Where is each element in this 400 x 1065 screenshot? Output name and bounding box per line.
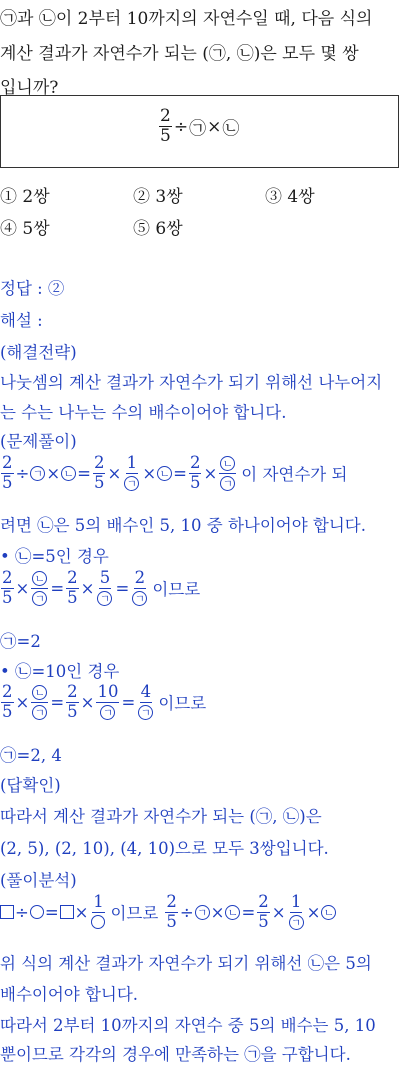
circled-a: ㉠	[189, 119, 207, 140]
check-title: (답확인)	[0, 776, 61, 795]
equation-1: $\frac{2}{5}$ ÷ ㄱ × ㄴ = $\frac{2}{5}$ × $\frac{1}{\text{ㄱ}}$ × ㄴ = $\frac{2}{5}$ × $\frac{\text{ㄴ}}{\text{ㄱ}}$ 이 자연수가 되	[2, 453, 348, 492]
condition-line: 려면 ㉡은 5의 배수인 5, 10 중 하나이어야 합니다.	[0, 516, 366, 535]
analysis-line-1: 위 식의 계산 결과가 자연수가 되기 위해선 ㉡은 5의	[0, 954, 372, 973]
circle-icon	[91, 915, 105, 929]
case-2-result: ㉠=2, 4	[0, 746, 62, 765]
check-line-2: (2, 5), (2, 10), (4, 10)으로 모두 3쌍입니다.	[0, 839, 329, 858]
strategy-line-2: 는 수는 나누는 수의 배수이어야 합니다.	[0, 403, 287, 422]
explanation-label: 해설 :	[0, 311, 43, 330]
choice-2[interactable]: ② 3쌍	[133, 187, 183, 207]
fraction-2-5: $\frac{2}{5}$	[160, 106, 171, 147]
analysis-line-3: 따라서 2부터 10까지의 자연수 중 5의 배수는 5, 10	[0, 1016, 376, 1035]
choice-4[interactable]: ④ 5쌍	[0, 219, 50, 239]
strategy-line-1: 나눗셈의 계산 결과가 자연수가 되기 위해선 나누어지	[0, 373, 383, 392]
solve-title: (문제풀이)	[0, 432, 77, 451]
choice-1[interactable]: ① 2쌍	[0, 187, 50, 207]
case-1-title: • ㉡=5인 경우	[0, 547, 109, 566]
question-line-1: ㉠과 ㉡이 2부터 10까지의 자연수일 때, 다음 식의	[0, 9, 373, 29]
answer-line: 정답 : ②	[0, 279, 65, 298]
circled-b: ㉡	[222, 119, 240, 140]
question-line-2: 계산 결과가 자연수가 되는 (㉠, ㉡)은 모두 몇 쌍	[0, 44, 359, 64]
check-line-1: 따라서 계산 결과가 자연수가 되는 (㉠, ㉡)은	[0, 807, 322, 826]
question-line-3: 입니까?	[0, 78, 59, 98]
expression-box	[0, 95, 399, 168]
analysis-line-4: 뿐이므로 각각의 경우에 만족하는 ㉠을 구합니다.	[0, 1045, 351, 1064]
strategy-title: (해결전략)	[0, 343, 77, 362]
case-2-title: • ㉡=10인 경우	[0, 662, 120, 681]
case-1-result: ㉠=2	[0, 632, 41, 651]
analysis-line-2: 배수이어야 합니다.	[0, 985, 139, 1004]
analysis-title: (풀이분석)	[0, 871, 77, 890]
square-icon	[0, 905, 14, 919]
equation-case-2: $\frac{2}{5}$ × $\frac{\text{ㄴ}}{\text{ㄱ}}$ = $\frac{2}{5}$ × $\frac{10}{\text{ㄱ}}$ = $\frac{4}{\text{ㄱ}}$ 이므로	[2, 682, 207, 721]
choice-5[interactable]: ⑤ 6쌍	[133, 219, 183, 239]
square-icon	[60, 905, 74, 919]
expression: $\frac{2}{5}$ ÷ ㉠ × ㉡	[160, 106, 240, 147]
equation-case-1: $\frac{2}{5}$ × $\frac{\text{ㄴ}}{\text{ㄱ}}$ = $\frac{2}{5}$ × $\frac{5}{\text{ㄱ}}$ = $\frac{2}{\text{ㄱ}}$ 이므로	[2, 568, 201, 607]
choice-3[interactable]: ③ 4쌍	[265, 187, 315, 207]
equation-analysis: ÷ = × 1 이므로 $\frac{2}{5}$ ÷ ㄱ × ㄴ = $\frac{2}{5}$ × $\frac{1}{\text{ㄱ}}$ × ㄴ	[0, 894, 336, 931]
circle-icon	[30, 905, 44, 919]
